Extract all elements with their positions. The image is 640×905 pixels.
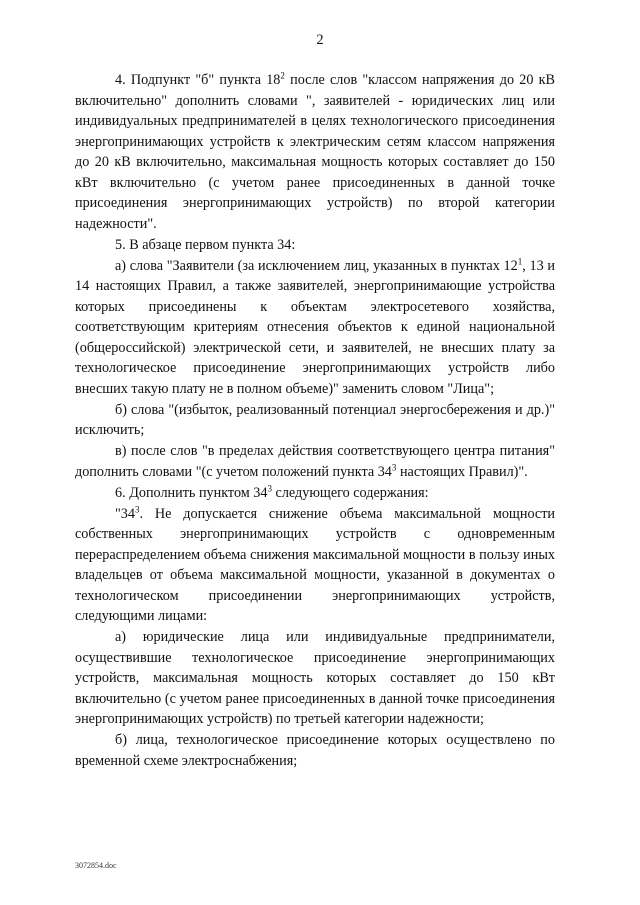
text-run: а) юридические лица или индивидуальные предприниматели, осуществившие технологическое присоединение энергопринимающих устройств, максимальная мощность которых составляет до 150 кВт включительно (с учетом ранее присоединенных в данной точке присоединения энергопринимающих устройств) по третьей категории надежности; <box>75 629 555 727</box>
document-body <box>75 70 555 771</box>
text-run: , 13 и 14 настоящих Правил, а также заявителей, энергопринимающие устройства которых присоединены к объектам электросетевого хозяйства, соответствующим критериям отнесения объектов к единой национальной (общероссийской) электрической сети, и заявителей, не внесших плату за технологическое присоединение энергопринимающих устройств либо внесших такую плату не в полном объеме)" заменить словом "Лица"; <box>75 257 556 397</box>
text-run: а) слова "Заявители (за исключением лиц, указанных в пунктах 12 <box>115 257 518 274</box>
paragraph-item-5a <box>75 256 555 400</box>
superscript: 3 <box>391 461 397 472</box>
paragraph-item-6 <box>75 483 555 504</box>
superscript: 3 <box>134 503 140 514</box>
superscript: 2 <box>280 70 285 81</box>
text-run: 6. Дополнить пунктом 34 <box>115 484 268 501</box>
text-run: после слов "классом напряжения до 20 кВ включительно" дополнить словами ", заявителей - юридических лиц или индивидуальных предпринимателей в целях технологического присоединения энергопринимающих устройств к электрическим сетям классом напряжения до 20 кВ включительно, максимальная мощность которых составляет до 150 кВт включительно (с учетом ранее присоединенных в данной точке присоединения энергопринимающих устройств) по второй категории надежности". <box>75 72 556 232</box>
text-run: в) после слов "в пределах действия соответствующего центра питания" дополнить словами "(с учетом положений пункта 34 <box>75 443 555 480</box>
text-run: настоящих Правил)". <box>396 463 528 480</box>
paragraph-item-34-3 <box>75 504 555 627</box>
text-run: 4. Подпункт "б" пункта 18 <box>115 72 281 88</box>
text-run: б) лица, технологическое присоединение которых осуществлено по временной схеме электроснабжения; <box>75 732 555 769</box>
page-number: 2 <box>316 32 324 48</box>
paragraph-item-5 <box>75 235 555 256</box>
paragraph-item-5b <box>75 400 555 441</box>
text-run: "34 <box>115 505 135 522</box>
text-run: б) слова "(избыток, реализованный потенциал энергосбережения и др.)" исключить; <box>75 401 555 438</box>
superscript: 1 <box>517 255 523 266</box>
text-run: следующего содержания: <box>271 484 429 501</box>
superscript: 3 <box>267 482 272 493</box>
paragraph-item-4 <box>75 70 555 234</box>
paragraph-item-34-3-b <box>75 730 555 771</box>
footer-filename: 3072854.doc <box>75 861 117 870</box>
text-run: 5. В абзаце первом пункта 34: <box>115 236 296 253</box>
paragraph-item-5v <box>75 441 555 482</box>
paragraph-item-34-3-a <box>75 627 555 730</box>
text-run: . Не допускается снижение объема максимальной мощности собственных энергопринимающих устройств с одновременным перераспределением объема снижения максимальной мощности в пользу иных владельцев от объема максимальной мощности, указанной в документах о технологическом присоединении энергопринимающих устройств, следующими лицами: <box>75 505 555 624</box>
